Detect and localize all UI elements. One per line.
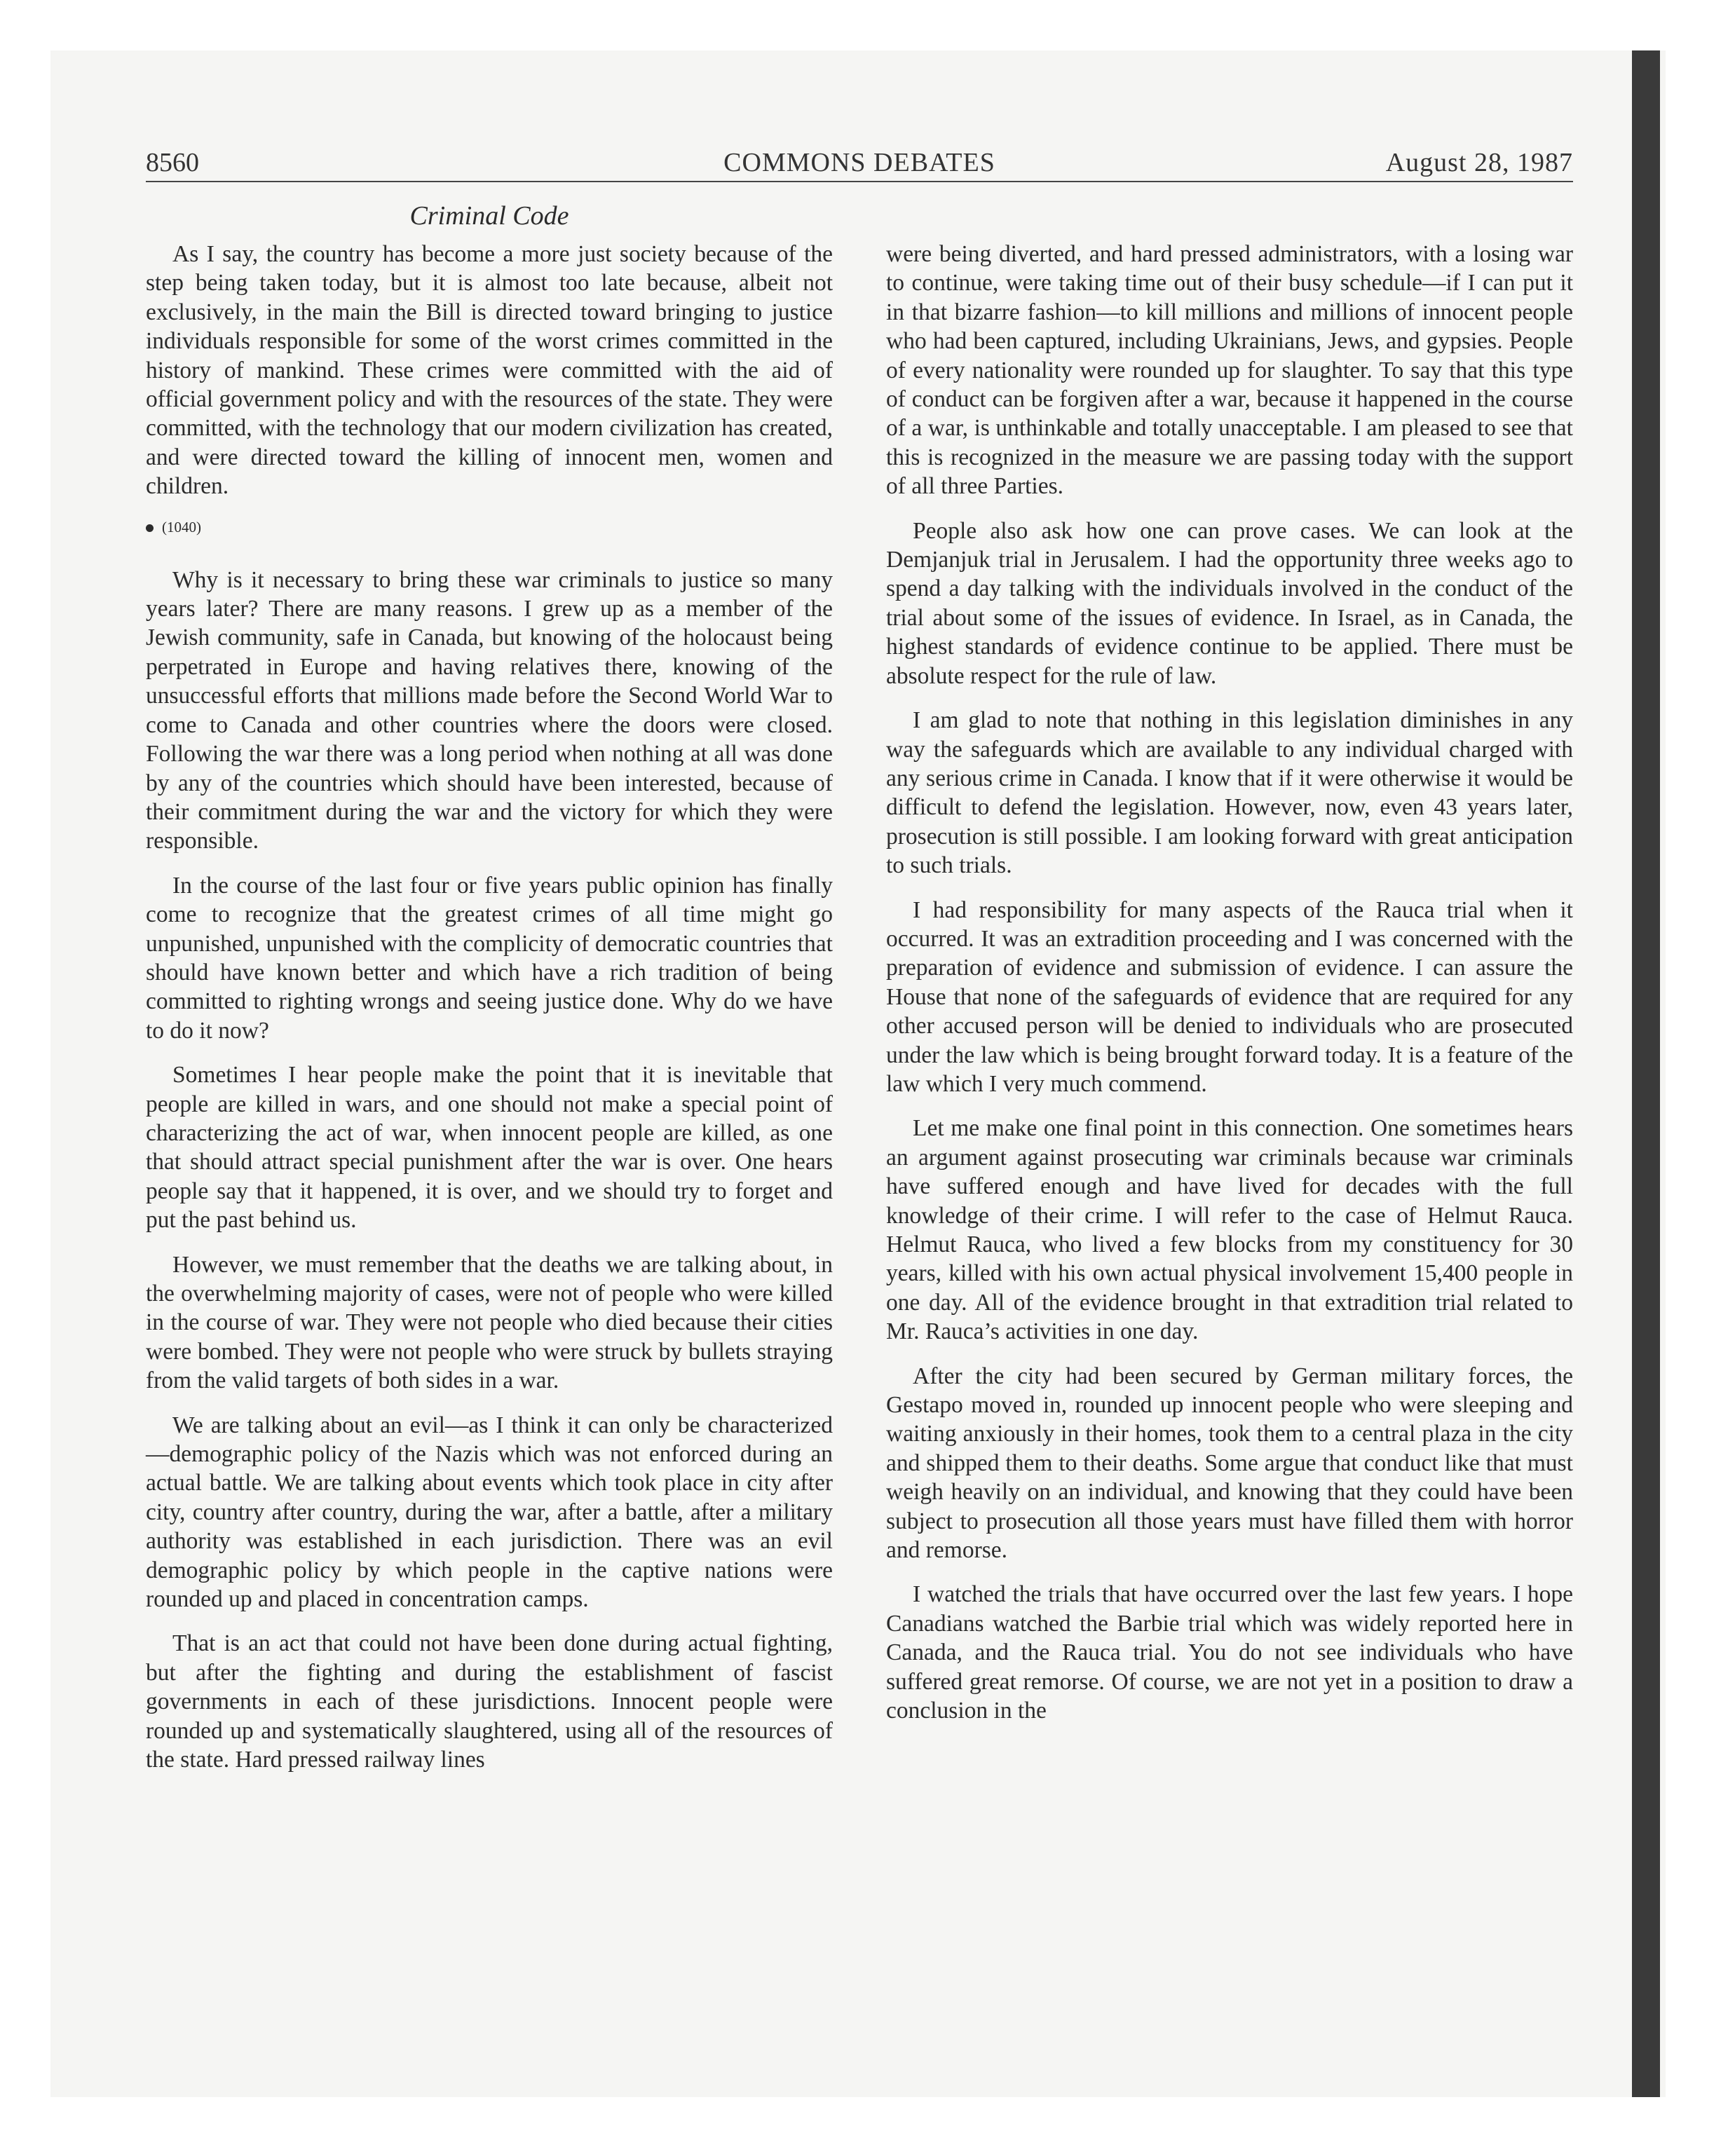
paragraph: As I say, the country has become a more just society because of the step being taken today, but it is almost too late because, albeit not exclusively, in the main the Bill is directed toward bringing to justice individuals responsible for some of the worst crimes committed in the history of mankind. These crimes were committed with the aid of official government policy and with the resources of the state. They were committed, with the technology that our modern civilization has created, and were directed toward the killing of innocent men, women and children. bbox=[146, 241, 833, 500]
paragraph: I watched the trials that have occurred over the last few years. I hope Canadians watched the Barbie trial which was widely reported here in Canada, and the Rauca trial. You do not see individuals who have suffered great remorse. Of course, we are not yet in a position to draw a conclusion in the bbox=[886, 1581, 1573, 1724]
paragraph: That is an act that could not have been done during actual fighting, but after the fighting and during the establishment of fascist governments in each of these jurisdictions. Innocent people were rounded up and systematically slaughtered, using all of the resources of the state. Hard pressed railway lines bbox=[146, 1630, 833, 1773]
header-rule bbox=[146, 181, 1573, 182]
paragraph: Why is it necessary to bring these war criminals to justice so many years later? There are many reasons. I grew up as a member of the Jewish community, safe in Canada, but knowing of the holocaust being perpetrated in Europe and having relatives there, knowing of the unsuccessful efforts that millions made before the Second World War to come to Canada and other countries where the doors were closed. Following the war there was a long period when nothing at all was done by any of the countries which should have been interested, because of their commitment during the war and the victory for which they were responsible. bbox=[146, 566, 833, 854]
page-number: 8560 bbox=[146, 148, 199, 177]
time-marker-label: (1040) bbox=[162, 518, 201, 535]
paragraph: Sometimes I hear people make the point that it is inevitable that people are killed in wars, and one should not make a special point of characterizing the act of war, when innocent people are killed, as one that should attract special punishment after the war is over. One hears people say that it happened, it is over, and we should try to forget and put the past behind us. bbox=[146, 1062, 833, 1234]
paragraph: After the city had been secured by German military forces, the Gestapo moved in, rounded up innocent people who were sleeping and waiting anxiously in their homes, took them to a central plaza in the city and shipped them to their deaths. Some argue that conduct like that must weigh heavily on an individual, and knowing that they could have been subject to prosecution all those years must have filled them with horror and remorse. bbox=[886, 1363, 1573, 1564]
time-marker bbox=[146, 517, 833, 538]
paragraph: However, we must remember that the deaths we are talking about, in the overwhelming majority of cases, were not of people who were killed in the course of war. They were not people who died because their cities were bombed. They were not people who were struck by bullets straying from the valid targets of both sides in a war. bbox=[146, 1251, 833, 1394]
left-column bbox=[146, 240, 833, 1790]
paragraph: were being diverted, and hard pressed administrators, with a losing war to continue, were taking time out of their busy schedule—if I can put it in that bizarre fashion—to kill millions and millions of innocent people who had been captured, including Ukrainians, Jews, and gypsies. People of every nationality were rounded up for slaughter. To say that this type of conduct can be forgiven after a war, because it happened in the course of a war, is unthinkable and totally unacceptable. I am pleased to see that this is recognized in the measure we are passing today with the support of all three Parties. bbox=[886, 241, 1573, 500]
bullet-icon bbox=[146, 524, 154, 532]
paragraph: We are talking about an evil—as I think it can only be characterized—demographic policy of the Nazis which was not enforced during an actual battle. We are talking about events which took place in city after city, country after country, during the war, after a battle, after a military authority was established in each jurisdiction. There was an evil demographic policy by which people in the captive nations were rounded up and placed in concentration camps. bbox=[146, 1412, 833, 1613]
section-title: Criminal Code bbox=[409, 201, 569, 231]
paragraph: People also ask how one can prove cases. We can look at the Demjanjuk trial in Jerusalem. I had the opportunity three weeks ago to spend a day talking with the individuals involved in the conduct of the trial about some of the issues of evidence. In Israel, as in Canada, the highest standards of evidence continue to be applied. There must be absolute respect for the rule of law. bbox=[886, 517, 1573, 689]
publication-date: August 28, 1987 bbox=[1385, 148, 1573, 177]
paragraph: In the course of the last four or five years public opinion has finally come to recognize that the greatest crimes of all time might go unpunished, unpunished with the complicity of democratic countries that should have known better and which have a rich tradition of being committed to righting wrongs and seeing justice done. Why do we have to do it now? bbox=[146, 872, 833, 1044]
paragraph: I had responsibility for many aspects of the Rauca trial when it occurred. It was an extradition proceeding and I was concerned with the preparation of evidence and submission of evidence. I can assure the House that none of the safeguards of evidence that are required for any other accused person will be denied to individuals who are prosecuted under the law which is being brought forward today. It is a feature of the law which I very much commend. bbox=[886, 896, 1573, 1097]
publication-title: COMMONS DEBATES bbox=[723, 148, 995, 177]
scan-edge-bar bbox=[1632, 50, 1660, 2097]
page-header bbox=[146, 144, 1573, 181]
paragraph: Let me make one final point in this connection. One sometimes hears an argument against prosecuting war criminals because war criminals have suffered enough and have lived for decades with the full knowledge of their crime. I will refer to the case of Helmut Rauca. Helmut Rauca, who lived a few blocks from my constituency for 30 years, killed with his own actual physical involvement 15,400 people in one day. All of the evidence brought in that extradition trial related to Mr. Rauca’s activities in one day. bbox=[886, 1115, 1573, 1345]
paragraph: I am glad to note that nothing in this legislation diminishes in any way the safeguards which are available to any individual charged with any serious crime in Canada. I know that if it were otherwise it would be difficult to defend the legislation. However, now, even 43 years later, prosecution is still possible. I am looking forward with great anticipation to such trials. bbox=[886, 707, 1573, 879]
right-column bbox=[886, 240, 1573, 1741]
